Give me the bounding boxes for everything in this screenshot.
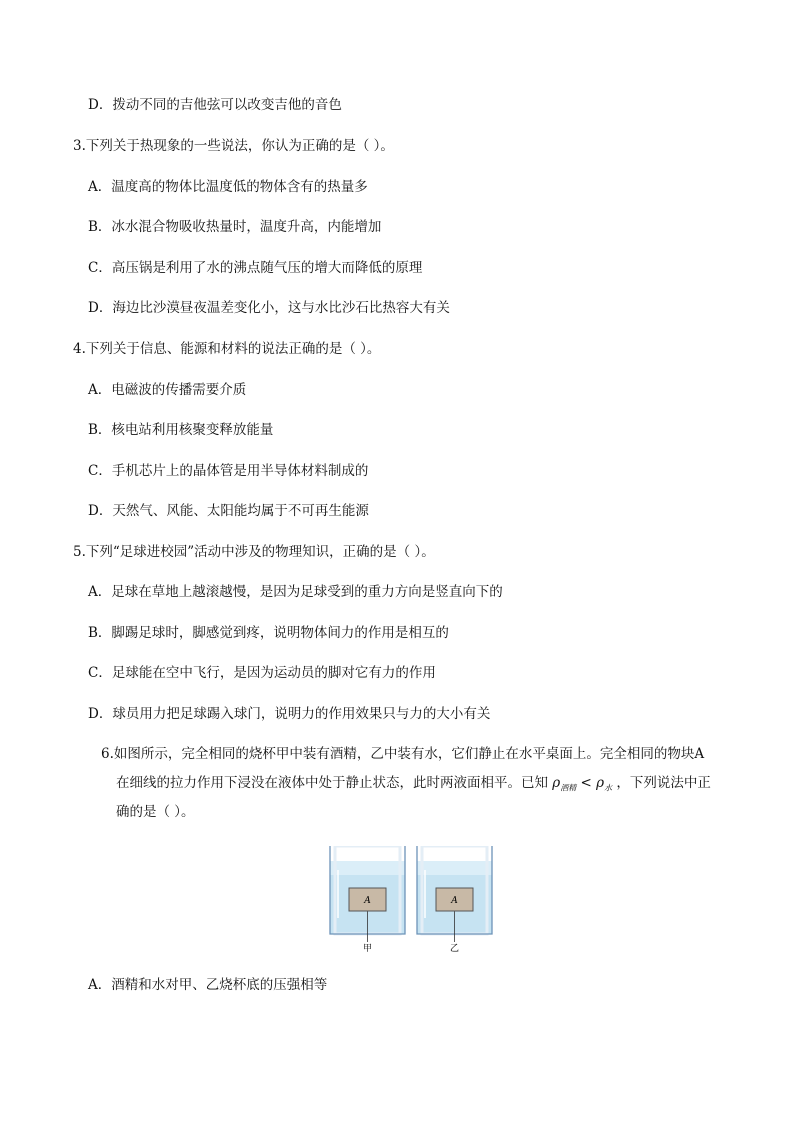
q4-option-c: C．手机芯片上的晶体管是用半导体材料制成的 [88, 463, 369, 479]
q3-option-d: D．海边比沙漠昼夜温差变化小，这与水比沙石比热容大有关 [88, 300, 450, 316]
alcohol-subscript: 酒精 [560, 783, 577, 793]
q6-stem-line-2 [116, 774, 711, 798]
q6-option-a: A．酒精和水对甲、乙烧杯底的压强相等 [88, 977, 328, 993]
q3-option-b: B．冰水混合物吸收热量时，温度升高，内能增加 [88, 219, 382, 235]
q4-option-b: B．核电站利用核聚变释放能量 [88, 422, 274, 438]
q5-stem: 5.下列“足球进校园”活动中涉及的物理知识，正确的是（ ）。 [73, 544, 435, 560]
q4-option-d: D．天然气、风能、太阳能均属于不可再生能源 [88, 503, 369, 519]
q5-option-d: D．球员用力把足球踢入球门，说明力的作用效果只与力的大小有关 [88, 706, 491, 722]
q6-stem-line-2-text: 在细线的拉力作用下浸没在液体中处于静止状态，此时两液面相平。已知 [116, 775, 548, 791]
beaker-left [330, 846, 405, 954]
beaker-right-liquid-top [417, 861, 492, 875]
q3-option-a: A．温度高的物体比温度低的物体含有的热量多 [88, 179, 368, 195]
beaker-right-label: 乙 [449, 944, 460, 954]
q5-option-b: B．脚踢足球时，脚感觉到疼，说明物体间力的作用是相互的 [88, 625, 449, 641]
block-right-label: A [451, 896, 458, 906]
q3-option-c: C．高压锅是利用了水的沸点随气压的增大而降低的原理 [88, 260, 423, 276]
q2-option-d: D．拨动不同的吉他弦可以改变吉他的音色 [88, 97, 342, 113]
rho-symbol: ρ [552, 775, 561, 791]
beaker-right [417, 846, 492, 954]
water-subscript: 水 [604, 783, 613, 793]
beaker-left-liquid-top [330, 861, 405, 875]
density-alcohol [552, 775, 576, 791]
beakers-figure [328, 846, 494, 954]
q5-option-c: C．足球能在空中飞行，是因为运动员的脚对它有力的作用 [88, 665, 436, 681]
q5-option-a: A．足球在草地上越滚越慢，是因为足球受到的重力方向是竖直向下的 [88, 584, 503, 600]
q6-stem-line-1: 6.如图所示，完全相同的烧杯甲中装有酒精，乙中装有水，它们静止在水平桌面上。完全相同的物块A [101, 746, 705, 762]
q4-stem: 4.下列关于信息、能源和材料的说法正确的是（ ）。 [73, 341, 381, 357]
q3-stem: 3.下列关于热现象的一些说法，你认为正确的是（ ）。 [73, 138, 394, 154]
q6-stem-line-2-end: ，下列说法中正 [616, 775, 711, 791]
less-than-sign: < [580, 775, 592, 791]
q4-option-a: A．电磁波的传播需要介质 [88, 382, 247, 398]
beaker-left-label: 甲 [362, 944, 373, 954]
rho-symbol: ρ [596, 775, 605, 791]
q6-stem-line-3: 确的是（ ）。 [116, 804, 195, 820]
block-left-label: A [364, 896, 371, 906]
density-water [596, 775, 612, 791]
